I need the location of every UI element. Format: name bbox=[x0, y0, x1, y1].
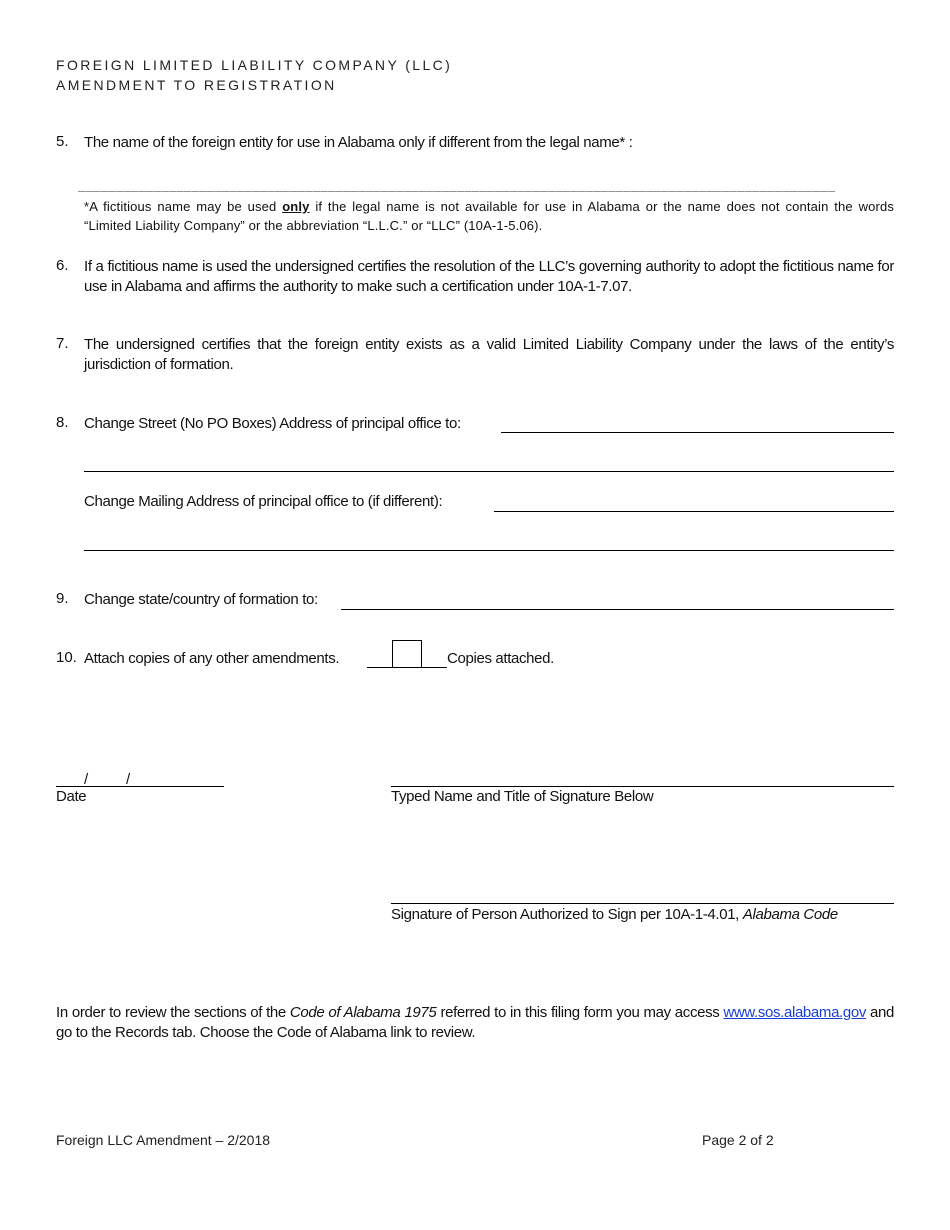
formation-label: Change state/country of formation to: bbox=[84, 591, 318, 608]
mailing-address-field-line-2[interactable] bbox=[84, 550, 894, 551]
fictitious-name-line[interactable]: ____________________________________________________________________________________________________ bbox=[78, 178, 836, 192]
item-7-number: 7. bbox=[56, 335, 69, 352]
formation-field[interactable] bbox=[341, 609, 894, 610]
form-subtitle: AMENDMENT TO REGISTRATION bbox=[56, 77, 337, 93]
typed-name-label: Typed Name and Title of Signature Below bbox=[391, 788, 654, 805]
signature-field[interactable] bbox=[391, 903, 894, 904]
mailing-address-field[interactable] bbox=[494, 511, 894, 512]
date-slashes: / / bbox=[84, 771, 130, 788]
copies-attached-checkbox[interactable] bbox=[392, 640, 422, 668]
street-address-field-line-2[interactable] bbox=[84, 471, 894, 472]
amendments-label: Attach copies of any other amendments. bbox=[84, 650, 340, 667]
sos-website-link[interactable]: www.sos.alabama.gov bbox=[723, 1004, 867, 1021]
copies-attached-label: Copies attached. bbox=[447, 650, 554, 667]
item-10-number: 10. bbox=[56, 649, 77, 666]
signature-label: Signature of Person Authorized to Sign per 10A-1-4.01, Alabama Code bbox=[391, 906, 838, 923]
note-emphasis: only bbox=[282, 199, 310, 214]
street-address-label: Change Street (No PO Boxes) Address of principal office to: bbox=[84, 415, 461, 432]
item-8-number: 8. bbox=[56, 414, 69, 431]
item-9-number: 9. bbox=[56, 590, 69, 607]
street-address-field[interactable] bbox=[501, 432, 894, 433]
footer-form-id: Foreign LLC Amendment – 2/2018 bbox=[56, 1132, 271, 1148]
form-title: FOREIGN LIMITED LIABILITY COMPANY (LLC) bbox=[56, 57, 453, 73]
item-6-number: 6. bbox=[56, 257, 69, 274]
item-7-text: The undersigned certifies that the foreign entity exists as a valid Limited Liability Company under the laws of the entity’s jurisdiction of formation. bbox=[84, 336, 894, 373]
item-5-text: The name of the foreign entity for use in Alabama only if different from the legal name* : bbox=[84, 134, 633, 151]
review-paragraph: In order to review the sections of the Code of Alabama 1975 referred to in this filing form you may access www.sos.alabama.gov and go to the Records tab. Choose the Code of Alabama link to review. bbox=[56, 1004, 895, 1041]
footer-page-number: Page 2 of 2 bbox=[702, 1132, 774, 1148]
item-5-number: 5. bbox=[56, 133, 69, 150]
date-label: Date bbox=[56, 788, 87, 805]
fictitious-name-note: *A fictitious name may be used only if the legal name is not available for use in Alabama or the name does not contain the words “Limited Liability Company” or the abbreviation “L.L.C.” or “LLC” (10A-1-5.06). bbox=[84, 199, 894, 233]
mailing-address-label: Change Mailing Address of principal office to (if different): bbox=[84, 493, 443, 510]
item-6-text: If a fictitious name is used the undersigned certifies the resolution of the LLC’s governing authority to adopt the fictitious name for use in Alabama and affirms the authority to make such a certification under 10A-1-7.07. bbox=[84, 258, 894, 295]
